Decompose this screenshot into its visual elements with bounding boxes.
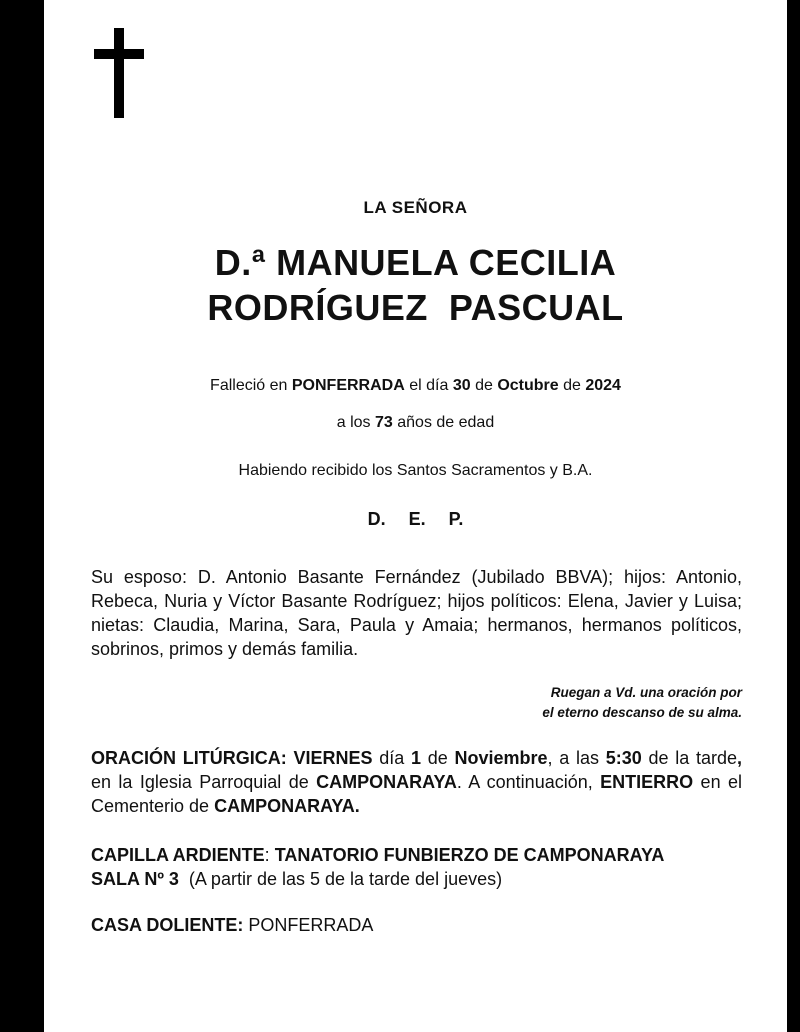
family-paragraph: Su esposo: D. Antonio Basante Fernández (Jubilado BBVA); hijos: Antonio, Rebeca, Nuria y Víctor Basante Rodríguez; hijos políticos: Elena, Javier y Luisa; nietas: Claudia, Marina, Sara, Paula y Amaia; hermanos, hermanos políticos, sobrinos, primos y demás familia. <box>91 567 742 659</box>
intro-title: LA SEÑORA <box>363 198 468 217</box>
prayer-request: Ruegan a Vd. una oración por el eterno descanso de su alma. <box>542 685 742 720</box>
sacraments-line: Habiendo recibido los Santos Sacramentos y B.A. <box>238 462 593 479</box>
dep-line: D. E. P. <box>367 509 464 529</box>
chapel-info: CAPILLA ARDIENTE: TANATORIO FUNBIERZO DE CAMPONARAYA SALA Nº 3 (A partir de las 5 de la tarde del jueves) <box>91 845 665 889</box>
name-line-1: D.ª MANUELA CECILIA <box>214 242 617 283</box>
mourning-house: CASA DOLIENTE: PONFERRADA <box>91 915 374 935</box>
cross-icon <box>94 28 144 118</box>
death-line: Falleció en PONFERRADA el día 30 de Octubre de 2024 <box>210 377 621 394</box>
age-line: a los 73 años de edad <box>336 414 495 431</box>
obituary-page <box>44 0 787 1032</box>
deceased-name <box>44 240 787 330</box>
liturgy-paragraph: ORACIÓN LITÚRGICA: VIERNES día 1 de Noviembre, a las 5:30 de la tarde, en la Iglesia Parroquial de CAMPONARAYA. A continuación, ENTIERRO en el Cementerio de CAMPONARAYA. <box>91 748 743 816</box>
name-line-2: RODRÍGUEZ PASCUAL <box>207 287 624 328</box>
